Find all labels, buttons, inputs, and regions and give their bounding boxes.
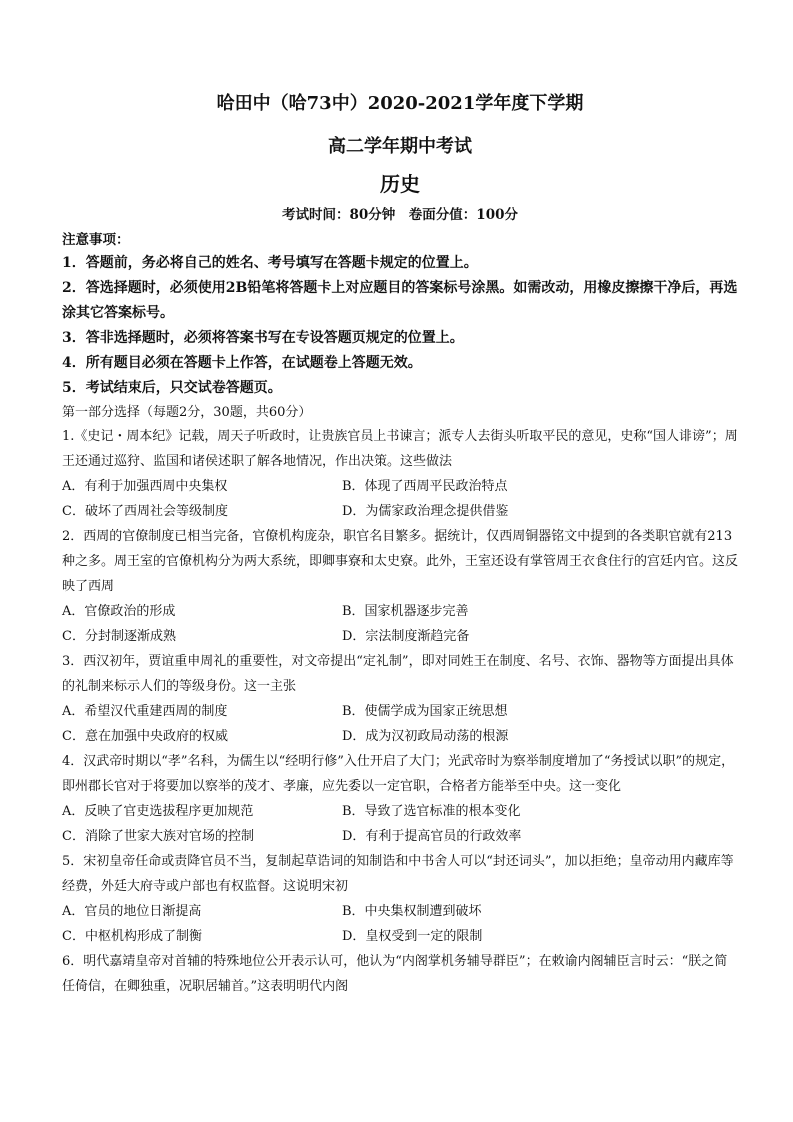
option-c: C．破坏了西周社会等级制度 — [62, 504, 228, 519]
options-grid — [62, 474, 738, 524]
option-a: A．反映了官吏选拔程序更加规范 — [62, 804, 254, 819]
option-b: B．体现了西周平民政治特点 — [342, 479, 508, 494]
question-stem: 4．汉武帝时期以“孝”名科，为儒生以“经明行修”入仕开启了大门；光武帝时为察举制度增加了“务授试以职”的规定，即州郡长官对于将要加以察举的茂才、孝廉，应先委以一定官职，合格者方能举至中央。这一变化 — [62, 754, 735, 794]
notice-item: 1．答题前，务必将自己的姓名、考号填写在答题卡规定的位置上。 — [62, 255, 478, 271]
school-title: 哈田中（哈73中）2020-2021学年度下学期 — [216, 93, 584, 114]
notice-item: 3．答非选择题时，必须将答案书写在专设答题页规定的位置上。 — [62, 330, 464, 346]
option-a: A．有利于加强西周中央集权 — [62, 479, 228, 494]
option-d: D．为儒家政治理念提供借鉴 — [342, 504, 509, 519]
option-a: A．希望汉代重建西周的制度 — [62, 704, 228, 719]
options-grid — [62, 599, 738, 649]
option-a: A．官僚政治的形成 — [62, 604, 176, 619]
option-d: D．宗法制度渐趋完备 — [342, 629, 470, 644]
option-b: B．导致了选官标准的根本变化 — [342, 804, 521, 819]
option-c: C．消除了世家大族对官场的控制 — [62, 829, 254, 844]
notice-item: 2．答选择题时，必须使用2B铅笔将答题卡上对应题目的答案标号涂黑。如需改动，用橡皮擦擦干净后，再选涂其它答案标号。 — [62, 280, 738, 321]
question-stem: 5．宋初皇帝任命或责降官员不当，复制起草诰词的知制诰和中书舍人可以“封还词头”，加以拒绝；皇帝动用内藏库等经费，外廷大府寺或户部也有权监督。这说明宋初 — [62, 854, 734, 894]
option-c: C．分封制逐渐成熟 — [62, 629, 176, 644]
exam-meta: 考试时间：80分钟 卷面分值：100分 — [282, 207, 518, 223]
section-heading: 第一部分选择（每题2分，30题，共60分） — [62, 405, 312, 420]
option-d: D．有利于提高官员的行政效率 — [342, 829, 522, 844]
option-a: A．官员的地位日渐提高 — [62, 904, 202, 919]
subject-title: 历史 — [380, 172, 420, 196]
notice-heading: 注意事项： — [62, 232, 130, 248]
option-c: C．中枢机构形成了制衡 — [62, 929, 202, 944]
notice-item: 4．所有题目必须在答题卡上作答，在试题卷上答题无效。 — [62, 355, 422, 371]
question-stem: 3．西汉初年，贾谊重申周礼的重要性，对文帝提出“定礼制”，即对同姓王在制度、名号、衣饰、器物等方面提出具体的礼制来标示人们的等级身份。这一主张 — [62, 654, 734, 694]
question-stem: 6．明代嘉靖皇帝对首辅的特殊地位公开表示认可，他认为“内阁掌机务辅导群臣”；在敕谕内阁辅臣言时云：“朕之简任倚信，在卿独重，况职居辅首。”这表明明代内阁 — [62, 954, 728, 994]
exam-title: 高二学年期中考试 — [328, 136, 472, 157]
option-b: B．使儒学成为国家正统思想 — [342, 704, 508, 719]
option-b: B．国家机器逐步完善 — [342, 604, 469, 619]
question-stem: 2．西周的官僚制度已相当完备，官僚机构庞杂，职官名目繁多。据统计，仅西周铜器铭文中提到的各类职官就有213种之多。周王室的官僚机构分为两大系统，即卿事寮和太史寮。此外，王室还设有掌管周王衣食住行的宫廷内官。这反映了西周 — [62, 529, 739, 594]
options-grid — [62, 899, 738, 949]
option-b: B．中央集权制遭到破坏 — [342, 904, 482, 919]
question-stem: 1.《史记・周本纪》记载，周天子听政时，让贵族官员上书谏言；派专人去街头听取平民的意见，史称“国人诽谤”；周王还通过巡狩、监国和诸侯述职了解各地情况，作出决策。这些做法 — [62, 429, 738, 469]
option-c: C．意在加强中央政府的权威 — [62, 729, 228, 744]
options-grid — [62, 799, 738, 849]
notice-item: 5．考试结束后，只交试卷答题页。 — [62, 380, 282, 396]
options-grid — [62, 699, 738, 749]
exam-page — [62, 92, 738, 999]
option-d: D．成为汉初政局动荡的根源 — [342, 729, 509, 744]
option-d: D．皇权受到一定的限制 — [342, 929, 483, 944]
